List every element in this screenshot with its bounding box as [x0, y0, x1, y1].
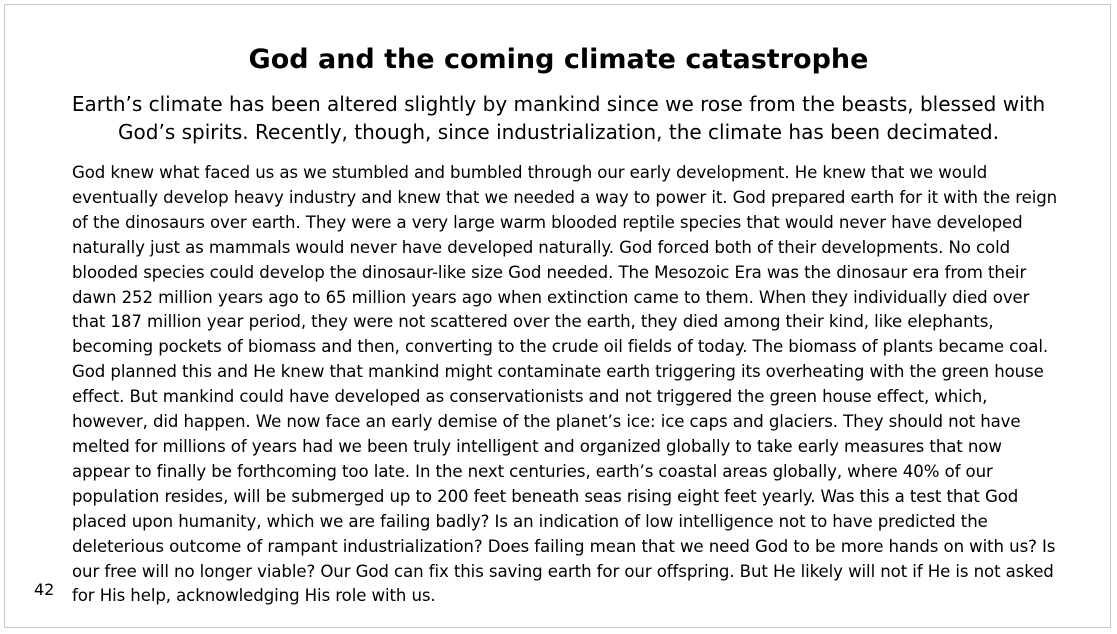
slide-title: God and the coming climate catastrophe [248, 44, 869, 75]
page-number: 42 [34, 580, 55, 599]
slide-body-text: God knew what faced us as we stumbled and bumbled through our early development. He knew that we would eventually develop heavy industry and knew that we needed a way to power it. God prepared earth for it with the reign of the dinosaurs over earth. They were a very large warm blooded reptile species that would never have developed naturally just as mammals would never have developed naturally. God forced both of their developments. No cold blooded species could develop the dinosaur-like size God needed. The Mesozoic Era was the dinosaur era from their dawn 252 million years ago to 65 million years ago when extinction came to them. When they individually died over that 187 million year period, they were not scattered over the earth, they died among their kind, like elephants, becoming pockets of biomass and then, converting to the crude oil fields of today. The biomass of plants became coal. God planned this and He knew that mankind might contaminate earth triggering its overheating with the green house effect. But mankind could have developed as conservationists and not triggered the green house effect, which, however, did happen. We now face an early demise of the planet’s ice: ice caps and glaciers. They should not have melted for millions of years had we been truly intelligent and organized globally to take early measures that now appear to finally be forthcoming too late. In the next centuries, earth’s coastal areas globally, where 40% of our population resides, will be submerged up to 200 feet beneath seas rising eight feet yearly. Was this a test that God placed upon humanity, which we are failing badly? Is an indication of low intelligence not to have predicted the deleterious outcome of rampant industrialization? Does failing mean that we need God to be more hands on with us? Is our free will no longer viable? Our God can fix this saving earth for our offspring. But He likely will not if He is not asked for His help, acknowledging His role with us. [72, 163, 1058, 606]
slide-subtitle: Earth’s climate has been altered slightly by mankind since we rose from the beasts, blessed with God’s spirits. Recently, though, since industrialization, the climate has been decimated. [71, 92, 1046, 144]
